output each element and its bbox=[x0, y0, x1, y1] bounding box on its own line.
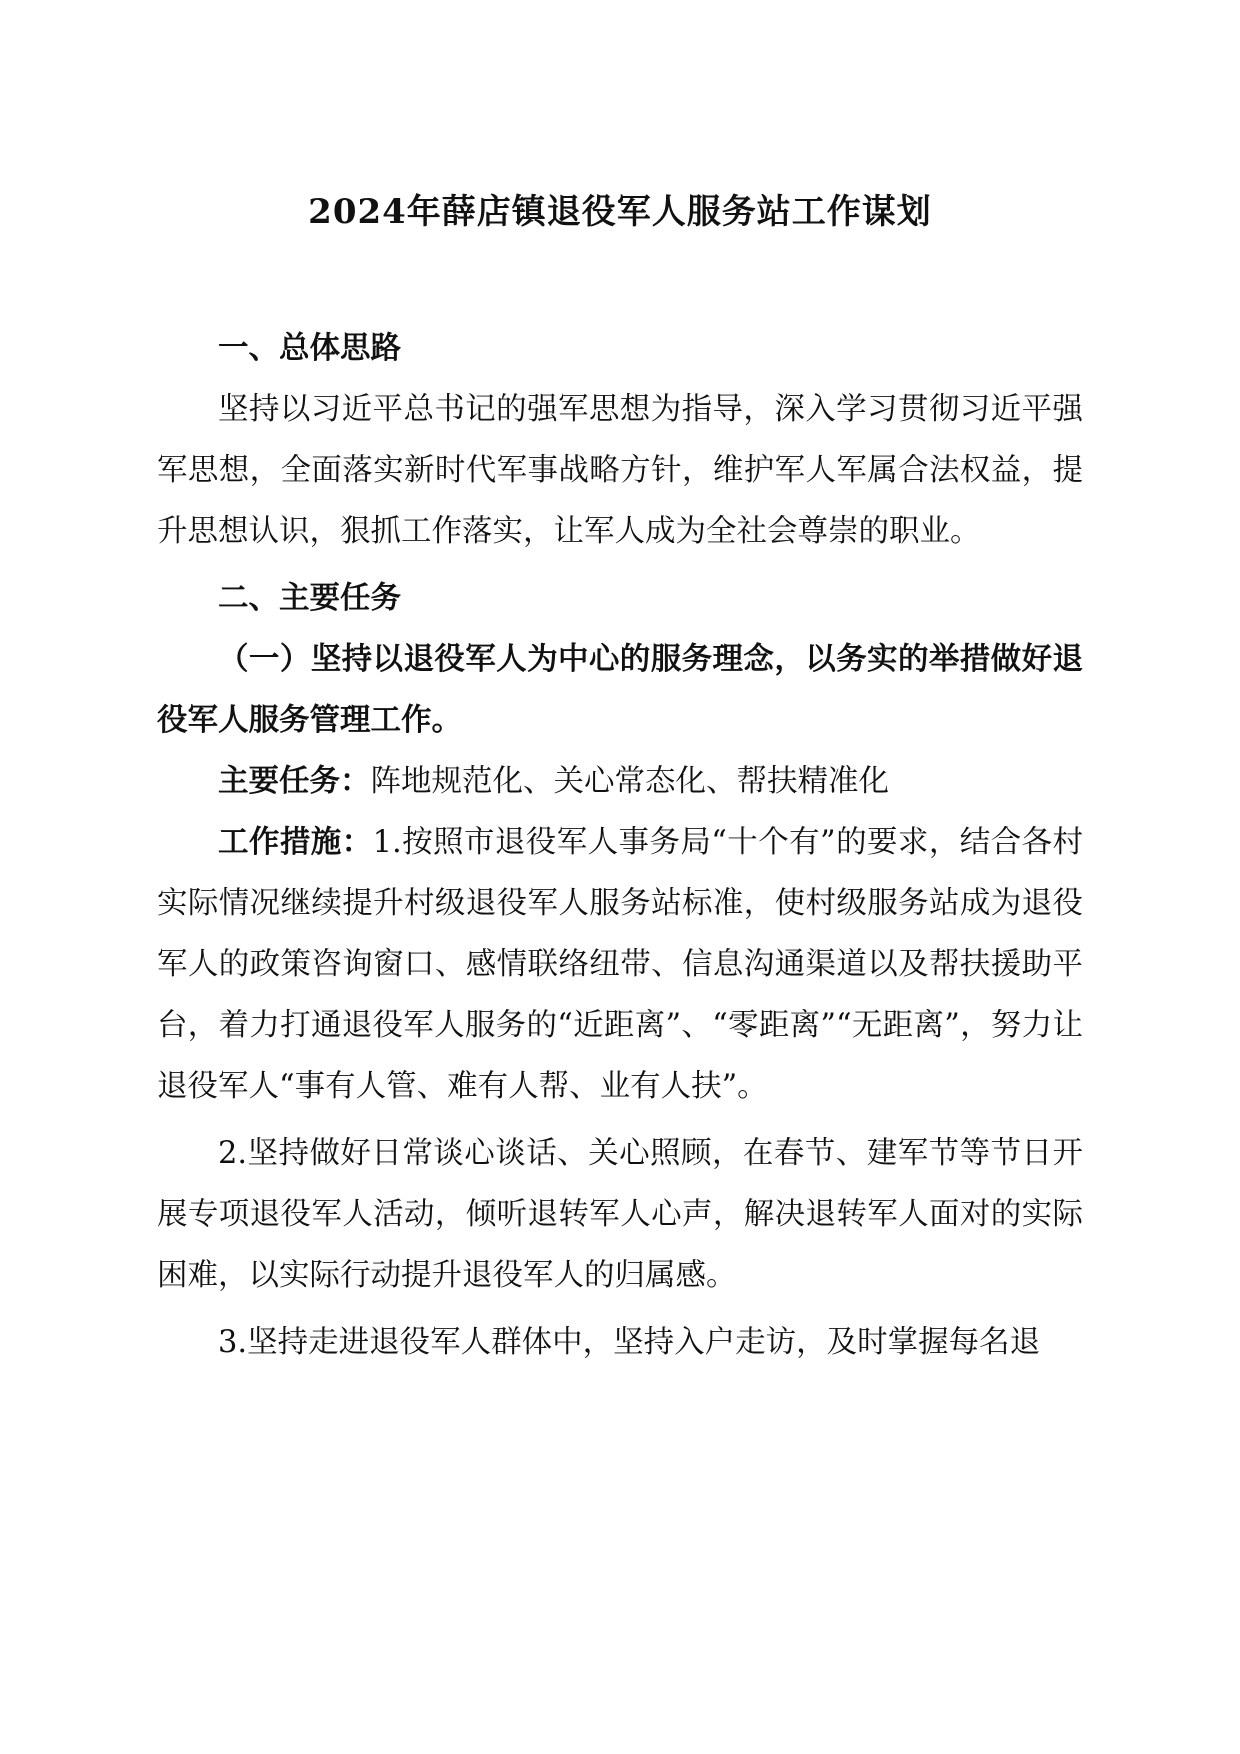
measure2-paragraph: 2.坚持做好日常谈心谈话、关心照顾，在春节、建军节等节日开展专项退役军人活动，倾听退转军人心声，解决退转军人面对的实际困难，以实际行动提升退役军人的归属感。 bbox=[157, 1136, 1083, 1293]
section2-heading: 二、主要任务 bbox=[218, 580, 401, 616]
section1-paragraph: 坚持以习近平总书记的强军思想为指导，深入学习贯彻习近平强军思想，全面落实新时代军事战略方针，维护军人军属合法权益，提升思想认识，狠抓工作落实，让军人成为全社会尊崇的职业。 bbox=[157, 392, 1083, 549]
measure1-text: 1.按照市退役军人事务局“十个有”的要求，结合各村实际情况继续提升村级退役军人服务站标准，使村级服务站成为退役军人的政策咨询窗口、感情联络纽带、信息沟通渠道以及帮扶援助平台，着力打通退役军人服务的“近距离”、“零距离”“无距离”，努力让退役军人“事有人管、难有人帮、业有人扶”。 bbox=[157, 825, 1083, 1104]
section2-subheading: （一）坚持以退役军人为中心的服务理念，以务实的举措做好退役军人服务管理工作。 bbox=[157, 641, 1083, 738]
tasks-paragraph bbox=[157, 751, 1083, 812]
document-title: 2024年薛店镇退役军人服务站工作谋划 bbox=[308, 192, 932, 232]
tasks-text: 阵地规范化、关心常态化、帮扶精准化 bbox=[370, 764, 889, 799]
document-body bbox=[157, 318, 1083, 1373]
measures-label: 工作措施： bbox=[218, 824, 373, 860]
section1-heading: 一、总体思路 bbox=[218, 330, 401, 366]
measure1-paragraph bbox=[157, 812, 1083, 1117]
tasks-label: 主要任务： bbox=[218, 763, 371, 799]
measure3-paragraph: 3.坚持走进退役军人群体中，坚持入户走访，及时掌握每名退 bbox=[218, 1325, 1041, 1360]
